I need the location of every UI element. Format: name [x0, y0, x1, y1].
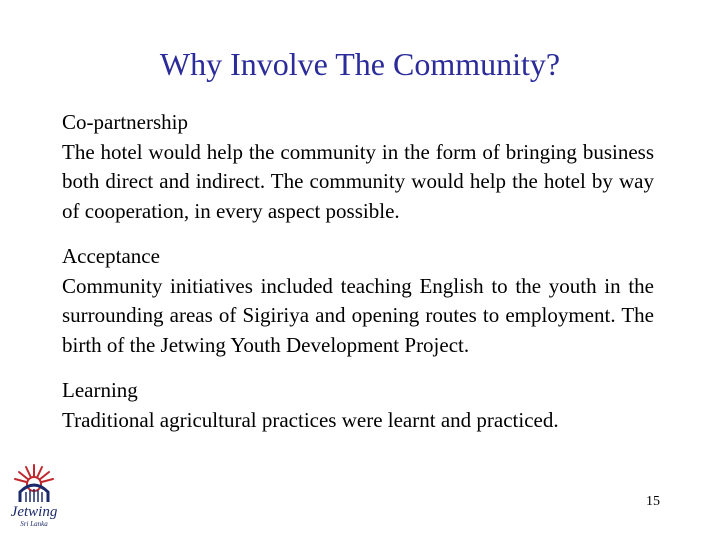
section-text: The hotel would help the community in the form of bringing business both direct and indirect. The community would help the hotel by way of cooperation, in every aspect possible.: [62, 139, 654, 223]
jetwing-logo: [6, 462, 62, 534]
slide-body: [62, 108, 654, 435]
page-number: 15: [646, 494, 660, 509]
section-text: Traditional agricultural practices were learnt and practiced.: [62, 407, 559, 432]
jetwing-emblem-icon: [6, 462, 62, 506]
section-acceptance: [62, 242, 654, 360]
logo-wordmark: Jetwing: [10, 504, 58, 520]
logo-subtitle: Sri Lanka: [20, 520, 48, 528]
section-heading: Acceptance: [62, 244, 160, 268]
section-text: Community initiatives included teaching English to the youth in the surrounding areas of Sigiriya and opening routes to employment. The birth of the Jetwing Youth Development Project.: [62, 273, 654, 357]
slide-title: Why Involve The Community?: [159, 46, 561, 82]
section-co-partnership: [62, 108, 654, 226]
section-learning: [62, 376, 654, 435]
section-heading: Co-partnership: [62, 110, 188, 134]
section-heading: Learning: [62, 378, 138, 402]
